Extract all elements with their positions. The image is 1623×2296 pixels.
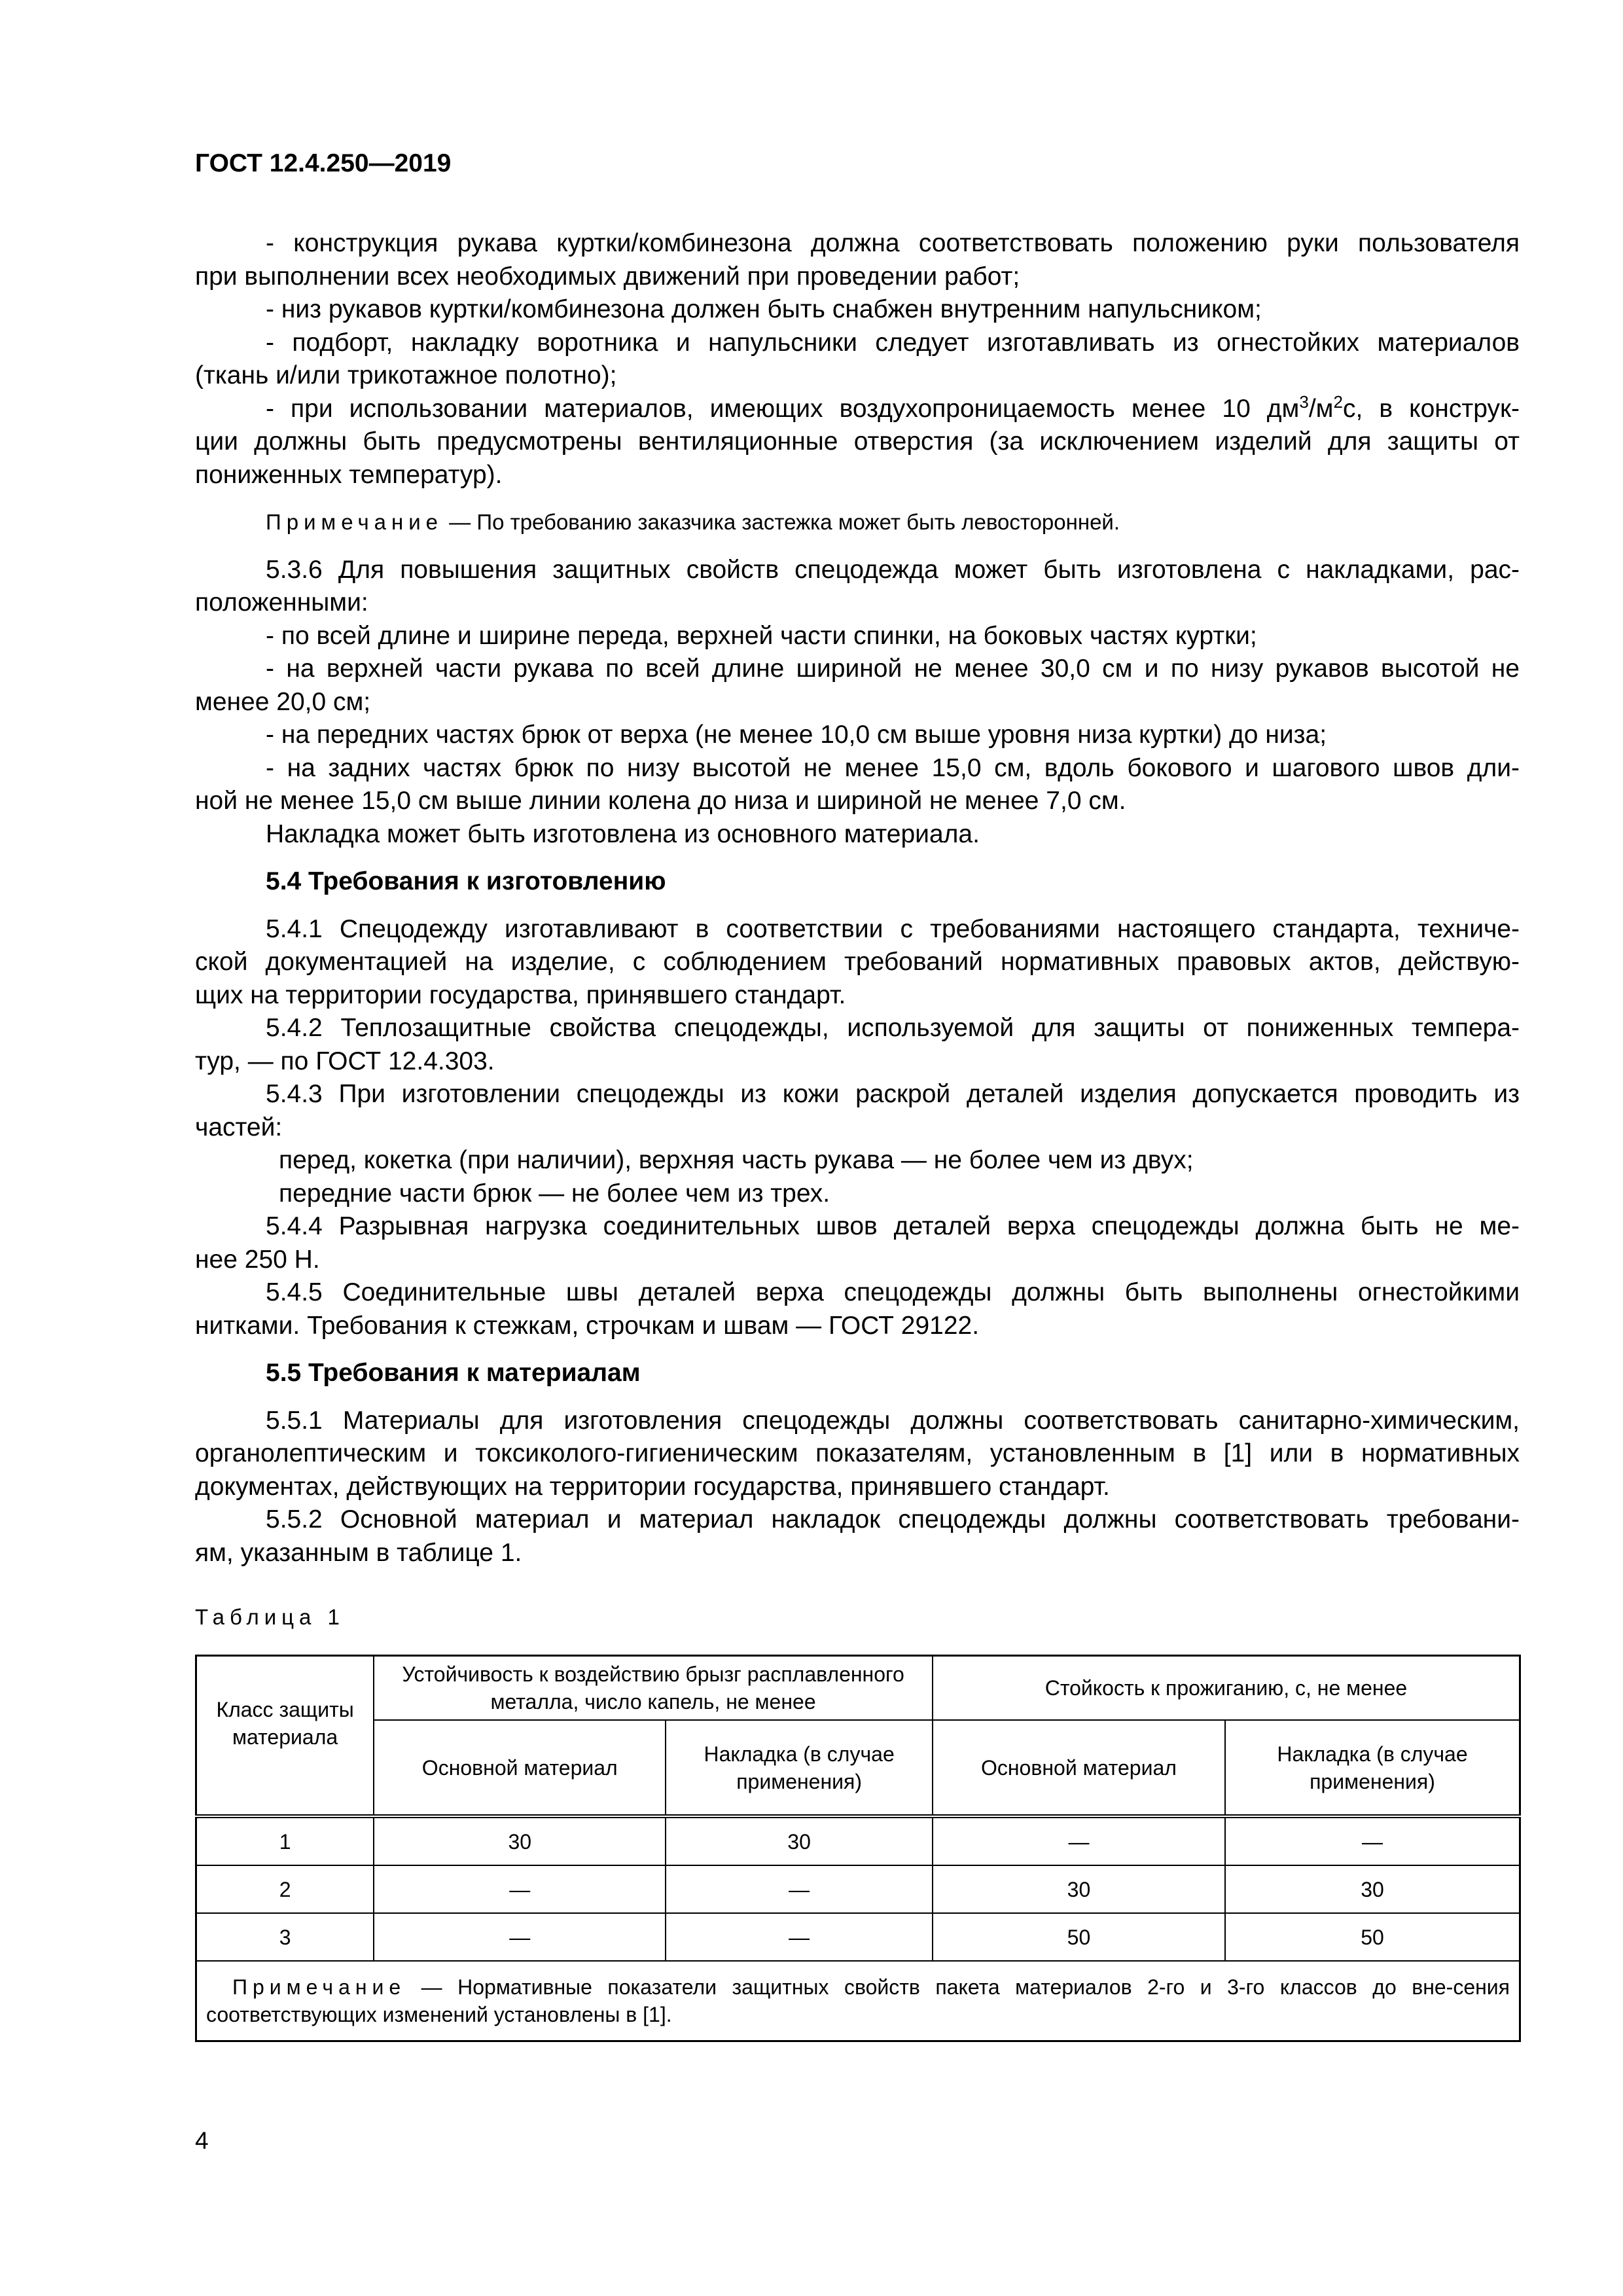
table-cell: 30 — [666, 1816, 933, 1865]
text-line: ской документацией на изделие, с соблюдением требований нормативных правовых актов, действую- — [195, 948, 1520, 976]
section-heading: 5.5 Требования к материалам — [266, 1359, 641, 1387]
text-line: частей: — [195, 1113, 283, 1141]
table-cell: 30 — [933, 1865, 1225, 1913]
text-span: с, в конструк- — [1342, 394, 1520, 423]
text-span: /м — [1308, 394, 1334, 423]
page-number: 4 — [195, 2127, 209, 2154]
text-line: - на задних частях брюк по низу высотой не менее 15,0 см, вдоль бокового и шагового швов дли- — [266, 753, 1520, 782]
text-line: 5.4.4 Разрывная нагрузка соединительных швов деталей верха спецодежды должна быть не ме- — [266, 1212, 1520, 1240]
text-line: пониженных температур). — [195, 460, 503, 489]
table-cell: 1 — [196, 1816, 374, 1865]
text-line: нее 250 Н. — [195, 1245, 320, 1274]
table-cell: 30 — [1225, 1865, 1520, 1913]
superscript: 2 — [1333, 391, 1343, 412]
text-span: - при использовании материалов, имеющих воздухопроницаемость менее 10 дм — [266, 394, 1300, 423]
header-cell-overlay: Накладка (в случае применения) — [666, 1720, 933, 1816]
text-line: 5.5.1 Материалы для изготовления спецодежды должны соответствовать санитарно-химическим, — [266, 1406, 1520, 1435]
table-cell: 30 — [374, 1816, 666, 1865]
text-line: 5.3.6 Для повышения защитных свойств спецодежда может быть изготовлена с накладками, рас- — [266, 555, 1520, 584]
text-line: Накладка может быть изготовлена из основного материала. — [266, 819, 980, 848]
text-line: документах, действующих на территории государства, принявшего стандарт. — [195, 1472, 1110, 1501]
text-line: 5.5.2 Основной материал и материал накладок спецодежды должны соответствовать требовани- — [266, 1505, 1520, 1534]
text-line: - подборт, накладку воротника и напульсники следует изготавливать из огнестойких материалов — [266, 328, 1520, 357]
text-line: менее 20,0 см; — [195, 687, 371, 716]
table-cell: — — [374, 1913, 666, 1961]
text-line: ции должны быть предусмотрены вентиляционные отверстия (за исключением изделий для защиты от — [195, 427, 1520, 456]
text-line: - на верхней части рукава по всей длине шириной не менее 30,0 см и по низу рукавов высотой не — [266, 655, 1520, 683]
text-line: (ткань и/или трикотажное полотно); — [195, 361, 617, 389]
requirements-table — [195, 1655, 1521, 2042]
header-cell-main-material: Основной материал — [933, 1720, 1225, 1816]
text-line: 5.4.2 Теплозащитные свойства спецодежды, используемой для защиты от пониженных темпера- — [266, 1014, 1520, 1042]
table-cell: 3 — [196, 1913, 374, 1961]
table-cell: 50 — [1225, 1913, 1520, 1961]
table-cell: — — [933, 1816, 1225, 1865]
header-cell-main-material: Основной материал — [374, 1720, 666, 1816]
note — [195, 506, 1520, 539]
table-row — [196, 1816, 1520, 1865]
section-heading: 5.4 Требования к изготовлению — [266, 867, 666, 895]
text-line — [195, 393, 1520, 426]
text-line: 5.4.3 При изготовлении спецодежды из кожи раскрой деталей изделия допускается проводить из — [266, 1080, 1520, 1108]
text-line: - по всей длине и ширине переда, верхней части спинки, на боковых частях куртки; — [266, 621, 1257, 650]
document-body — [195, 227, 1520, 1570]
note-text: — По требованию заказчика застежка может быть левосторонней. — [443, 510, 1120, 534]
document-header: ГОСТ 12.4.250—2019 — [195, 149, 452, 177]
header-cell-overlay: Накладка (в случае применения) — [1225, 1720, 1520, 1816]
text-line: - конструкция рукава куртки/комбинезона должна соответствовать положению руки пользователя — [266, 229, 1520, 257]
text-line: передние части брюк — не более чем из трех. — [279, 1179, 830, 1208]
text-line: органолептическим и токсиколого-гигиеническим показателям, установленным в [1] или в нормативных — [195, 1439, 1520, 1467]
text-line: нитками. Требования к стежкам, строчкам и швам — ГОСТ 29122. — [195, 1311, 980, 1340]
note-text: — Нормативные показатели защитных свойств пакета материалов 2-го и 3-го классов до вне-сения соответствующих изменений установлены в [1]. — [206, 1975, 1510, 2026]
text-line: 5.4.5 Соединительные швы деталей верха спецодежды должны быть выполнены огнестойкими — [266, 1278, 1520, 1306]
header-cell-burn: Стойкость к прожиганию, с, не менее — [933, 1656, 1520, 1721]
text-line: щих на территории государства, принявшего стандарт. — [195, 980, 846, 1009]
superscript: 3 — [1299, 391, 1309, 412]
text-line: 5.4.1 Спецодежду изготавливают в соответствии с требованиями настоящего стандарта, техниче- — [266, 914, 1520, 943]
note-label: Примечание — [232, 1975, 406, 1999]
table-caption: Таблица 1 — [195, 1605, 345, 1629]
table-row — [196, 1865, 1520, 1913]
table-cell: — — [1225, 1816, 1520, 1865]
table-row — [196, 1913, 1520, 1961]
text-line: при выполнении всех необходимых движений при проведении работ; — [195, 262, 1020, 291]
table-cell: 2 — [196, 1865, 374, 1913]
text-line: перед, кокетка (при наличии), верхняя часть рукава — не более чем из двух; — [279, 1146, 1194, 1174]
text-line: - на передних частях брюк от верха (не менее 10,0 см выше уровня низа куртки) до низа; — [266, 721, 1327, 749]
text-line: ям, указанным в таблице 1. — [195, 1538, 522, 1567]
text-line: тур, — по ГОСТ 12.4.303. — [195, 1047, 495, 1075]
header-cell-class: Класс защиты материала — [196, 1656, 374, 1817]
table-cell: — — [666, 1913, 933, 1961]
header-cell-spatter: Устойчивость к воздействию брызг расплавленного металла, число капель, не менее — [374, 1656, 933, 1721]
text-line: ной не менее 15,0 см выше линии колена до низа и шириной не менее 7,0 см. — [195, 787, 1126, 815]
table-cell: — — [666, 1865, 933, 1913]
text-line: положенными: — [195, 588, 368, 617]
text-line: - низ рукавов куртки/комбинезона должен быть снабжен внутренним напульсником; — [266, 295, 1262, 323]
table-cell: — — [374, 1865, 666, 1913]
table-cell: 50 — [933, 1913, 1225, 1961]
table-note — [196, 1961, 1520, 2041]
note-label: Примечание — [266, 510, 444, 534]
